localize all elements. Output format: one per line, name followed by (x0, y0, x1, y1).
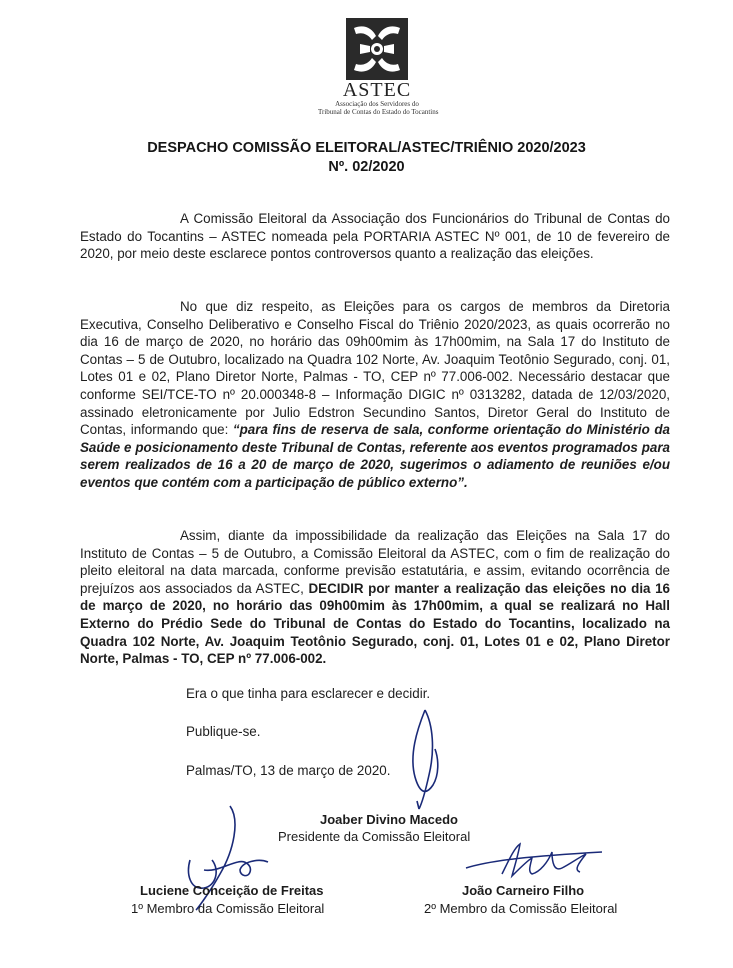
astec-logo (318, 18, 439, 116)
second-member-name: João Carneiro Filho (462, 883, 585, 898)
closing-line: Era o que tinha para esclarecer e decidir. (186, 686, 431, 701)
second-member-signature-icon (462, 838, 612, 883)
paragraph-context-text: No que diz respeito, as Eleições para os cargos de membros da Diretoria Executiva, Conselho Deliberativo e Conselho Fiscal do Triênio 2020/2023, as quais ocorrerão no dia 16 de março de 2020, no horário das 09h00mim às 17h00mim, na Sala 17 do Instituto de Contas – 5 de Outubro, localizado na Quadra 102 Norte, Av. Joaquim Teotônio Segurado, conj. 01, Lotes 01 e 02, Plano Diretor Norte, Palmas - TO, CEP nº 77.006-002. Necessário destacar que conforme SEI/TCE-TO nº 20.000348-8 – Informação DIGIC nº 0313282, datada de 12/03/2020, assinado eletronicamente por Julio Edstron Secundino Santos, Diretor Geral do Instituto de Contas, informando que: (80, 299, 670, 438)
president-signature-icon (395, 705, 455, 815)
org-subtitle-line2: Tribunal de Contas do Estado do Tocantins (318, 108, 439, 116)
president-name: Joaber Divino Macedo (320, 812, 458, 827)
president-role: Presidente da Comissão Eleitoral (278, 829, 471, 844)
publish-line: Publique-se. (186, 724, 261, 739)
org-acronym: ASTEC (342, 79, 412, 101)
astec-emblem-icon (346, 18, 408, 80)
paragraph-context (80, 298, 670, 492)
place-date-line: Palmas/TO, 13 de março de 2020. (186, 763, 391, 778)
first-member-name: Luciene Conceição de Freitas (140, 883, 324, 898)
paragraph-context-quote: “para fins de reserva de sala, conforme orientação do Ministério da Saúde e posicionamento deste Tribunal de Contas, referente aos eventos programados para serem realizados de 16 a 20 de março de 2020, sugerimos o adiamento de reuniões e/ou eventos que contém com a participação de público externo”. (80, 422, 670, 490)
paragraph-decision-text: Assim, diante da impossibilidade da realização das Eleições na Sala 17 do Instituto de Contas – 5 de Outubro, a Comissão Eleitoral da ASTEC, com o fim de realização do pleito eleitoral na data marcada, conforme previsão estatutária, e assim, evitando ocorrência de prejuízos aos associados da ASTEC, (80, 528, 670, 596)
first-member-role: 1º Membro da Comissão Eleitoral (131, 901, 325, 916)
document-title: DESPACHO COMISSÃO ELEITORAL/ASTEC/TRIÊNIO 2020/2023 (147, 140, 586, 156)
org-subtitle-line1: Associação dos Servidores do (335, 100, 419, 108)
paragraph-intro: A Comissão Eleitoral da Associação dos Funcionários do Tribunal de Contas do Estado do Tocantins – ASTEC nomeada pela PORTARIA ASTEC Nº 001, de 10 de fevereiro de 2020, por meio deste esclarece pontos controversos quanto a realização das eleições. (80, 211, 670, 262)
second-member-role: 2º Membro da Comissão Eleitoral (424, 901, 618, 916)
paragraph-decision-bold: DECIDIR por manter a realização das eleições no dia 16 de março de 2020, no horário das 09h00mim às 17h00mim, a qual se realizará no Hall Externo do Prédio Sede do Tribunal de Contas do Estado do Tocantins, localizado na Quadra 102 Norte, Av. Joaquim Teotônio Segurado, conj. 01, Lotes 01 e 02, Plano Diretor Norte, Palmas - TO, CEP nº 77.006-002. (80, 580, 671, 667)
paragraph-decision (80, 527, 670, 668)
document-number: Nº. 02/2020 (328, 159, 405, 175)
